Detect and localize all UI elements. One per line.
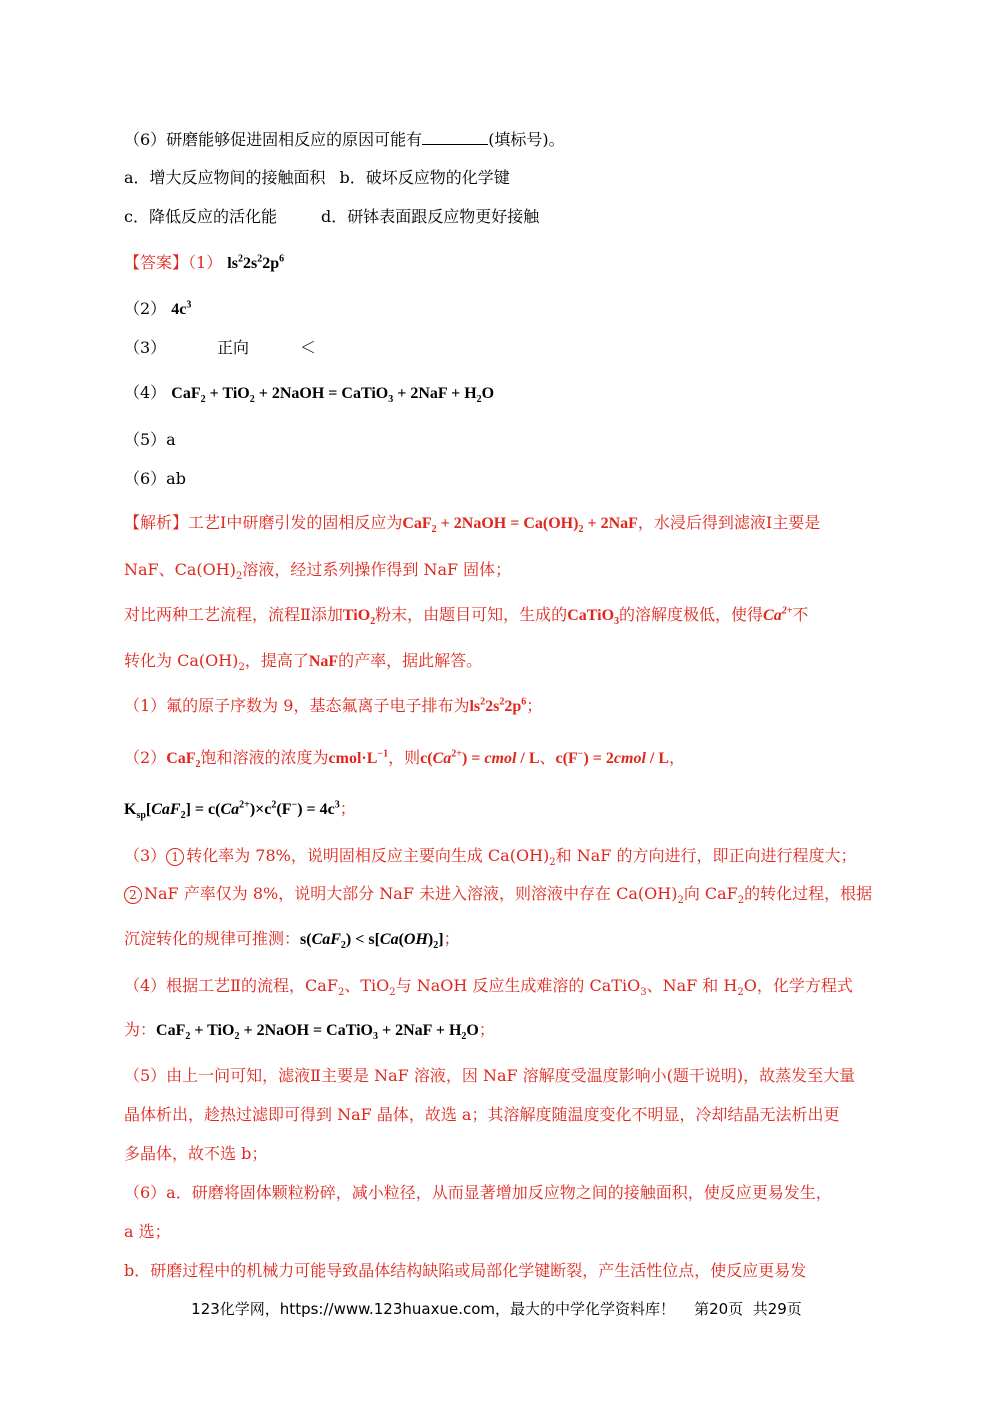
formula-reaction-1: CaF$_2$ + 2NaOH = $Ca(OH)_2 + 2NaF$ xyxy=(402,515,638,536)
q6-options-ab: a．增大反应物间的接触面积 b．破坏反应物的化学键 xyxy=(124,168,510,187)
formula-ksp: $K_{sp}[CaF_2] = c(Ca^{2+})\times c^2(F^-) = 4c^3$ xyxy=(124,799,340,822)
analysis-p3: 对比两种工艺流程，流程Ⅱ添加TiO$_2$粉末，由题目可知，生成的CaTiO$_3$的溶解度极低，使得$Ca^{2+}$不 xyxy=(124,605,809,628)
answer-1: 【答案】（1） $ls^22s^22p^6$ xyxy=(124,253,285,272)
analysis-s4-l1: （4）根据工艺Ⅱ的流程，CaF$_2$、TiO$_2$与 NaOH 反应生成难溶的 CaTiO$_3$、NaF 和 $H_2O$，化学方程式 xyxy=(124,976,853,999)
analysis-s5-l2: 晶体析出，趁热过滤即可得到 NaF 晶体，故选 a；其溶解度随温度变化不明显，冷却结晶无法析出更 xyxy=(124,1105,840,1124)
answer-5: （5）a xyxy=(124,430,176,449)
q6-stem: （6）研磨能够促进固相反应的原因可能有 (填标号)。 xyxy=(124,130,565,149)
formula-equation: CaF$_2$ + TiO$_2$ + 2NaOH = CaTiO$_3$ + $2NaF + H_2O$ xyxy=(171,385,495,406)
analysis-s3-l3: 沉淀转化的规律可推测：$s(CaF_2) < s[Ca(OH)_2]$； xyxy=(124,929,460,952)
analysis-s5-l1: （5）由上一问可知，滤液Ⅱ主要是 NaF 溶液，因 NaF 溶解度受温度影响小(题干说明)，故蒸发至大量 xyxy=(124,1066,856,1085)
analysis-p1: 【解析】工艺Ⅰ中研磨引发的固相反应为CaF$_2$ + 2NaOH = $Ca(OH)_2 + 2NaF$，水浸后得到滤液Ⅰ主要是 xyxy=(124,513,821,536)
q6-options-cd: c．降低反应的活化能 d．研钵表面跟反应物更好接触 xyxy=(124,207,540,226)
page-footer: 123化学网，https://www.123huaxue.com，最大的中学化学资料库！ 第20页 共29页 xyxy=(191,1300,802,1318)
answer-4: （4） CaF$_2$ + TiO$_2$ + 2NaOH = CaTiO$_3$ + $2NaF + H_2O$ xyxy=(124,383,495,406)
analysis-s6-l2: a 选； xyxy=(124,1222,171,1241)
analysis-tag: 【解析】 xyxy=(124,513,189,532)
analysis-s5-l3: 多晶体，故不选 b； xyxy=(124,1144,268,1163)
formula-4c3: $4c^3$ xyxy=(171,299,192,318)
analysis-s6-l3: b．研磨过程中的机械力可能导致晶体结构缺陷或局部化学键断裂，产生活性位点，使反应更易发 xyxy=(124,1261,807,1280)
analysis-s3-l1: （3） 1 转化率为 78%，说明固相反应主要向生成 $Ca(OH)_2$和 NaF 的方向进行，即正向进行程度大； xyxy=(124,846,857,869)
circled-number: 1 xyxy=(166,848,184,866)
answer-blank xyxy=(422,144,488,145)
analysis-s2: （2）CaF$_2$饱和溶液的浓度为$cmol\cdot L^{-1}$，则$c(Ca^{2+})$ = cmol / L、c(F−) = 2cmol / L， xyxy=(124,748,686,771)
answer-2: （2） $4c^3$ xyxy=(124,299,192,318)
analysis-p4: 转化为 $Ca(OH)_2$，提高了NaF的产率，据此解答。 xyxy=(124,651,483,674)
answer-6: （6）ab xyxy=(124,469,186,488)
answer-tag: 【答案】 xyxy=(124,253,189,272)
analysis-ksp: $K_{sp}[CaF_2] = c(Ca^{2+})\times c^2(F^-) = 4c^3$； xyxy=(124,799,356,822)
analysis-s6-l1: （6）a．研磨将固体颗粒粉碎，减小粒径，从而显著增加反应物之间的接触面积，使反应更易发生， xyxy=(124,1183,832,1202)
circled-number: 2 xyxy=(124,886,142,904)
analysis-s3-l2: 2 NaF 产率仅为 8%，说明大部分 NaF 未进入溶液，则溶液中存在 $Ca(OH)_2$向 CaF$_2$的转化过程，根据 xyxy=(124,883,872,905)
analysis-s4-l2: 为：CaF$_2$ + TiO$_2$ + 2NaOH = CaTiO$_3$ + $2NaF + H_2O$； xyxy=(124,1020,495,1043)
formula-electron-config: $ls^22s^22p^6$ xyxy=(227,253,285,272)
analysis-s1: （1）氟的原子序数为 9，基态氟离子电子排布为$ls^22s^22p^6$； xyxy=(124,696,543,715)
formula-solubility: $s(CaF_2) < s[Ca(OH)_2]$ xyxy=(300,931,444,952)
analysis-p2: NaF、$Ca(OH)_2$溶液，经过系列操作得到 NaF 固体； xyxy=(124,560,512,583)
answer-3: （3） 正向 ＜ xyxy=(124,338,316,357)
